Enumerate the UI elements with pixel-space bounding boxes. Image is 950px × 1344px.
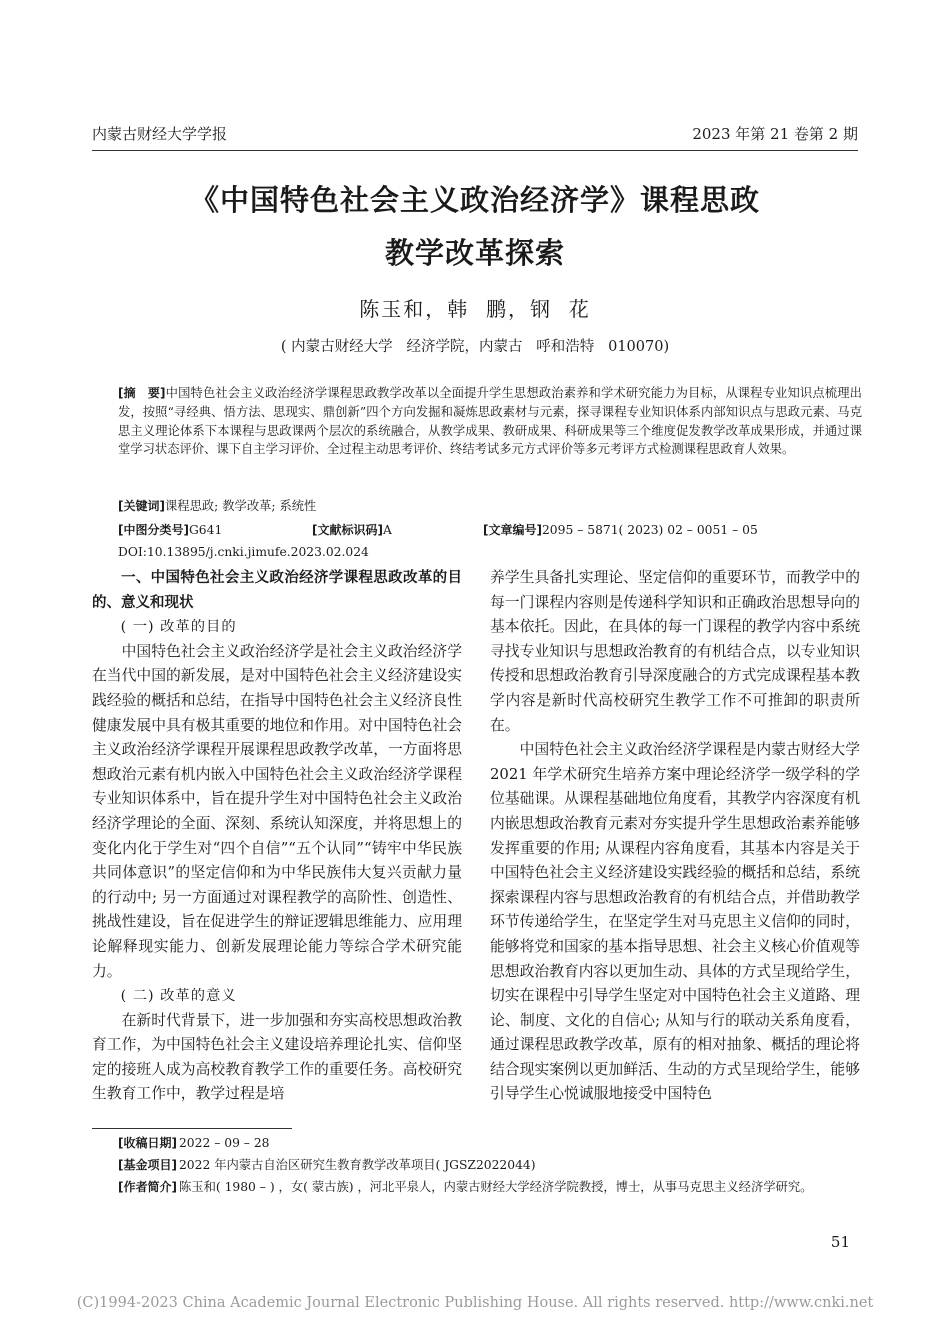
doc-code-value: A: [382, 523, 392, 537]
subsection-1-heading: ( 一) 改革的目的: [120, 619, 237, 636]
abstract: [118, 384, 862, 459]
fund-text: 2022 年内蒙古自治区研究生教育教学改革项目( JGSZ2022044): [178, 1158, 536, 1172]
header-rule: [92, 150, 858, 151]
keywords: [118, 497, 316, 515]
abstract-text: 中国特色社会主义政治经济学课程思政教学改革以全面提升学生思想政治素养和学术研究能力为目标，从课程专业知识点梳理出发，按照“寻经典、悟方法、思现实、鼎创新”四个方向发掘和凝炼思政素材与元素，探寻课程专业知识体系内部知识点与思政元素、马克思主义理论体系下本课程与思政课两个层次的系统融合，从教学成果、教研成果、科研成果等三个维度促发教学改革成果形成，并通过课堂学习状态评价、课下自主学习评价、全过程主动思考评价、终结考试多元方式评价等多元考评方式检测课程思政育人效果。: [118, 386, 862, 457]
footnote-fund: [118, 1156, 862, 1175]
doi: DOI:10.13895/j.cnki.jimufe.2023.02.024: [118, 545, 369, 559]
received-date: 2022 – 09 – 28: [178, 1136, 270, 1150]
clc-value: G641: [188, 523, 223, 537]
journal-name: 内蒙古财经大学学报: [92, 125, 228, 143]
paragraph: 养学生具备扎实理论、坚定信仰的重要环节，而教学中的每一门课程内容则是传递科学知识和正确政治思想导向的基本依托。因此，在具体的每一门课程的教学内容中系统寻找专业知识与思想政治教育的有机结合点，以专业知识传授和思想政治教育引导深度融合的方式完成课程基本教学内容是新时代高校研究生教学工作不可推卸的职责所在。: [490, 569, 860, 734]
keywords-label: [关键词]: [118, 499, 165, 513]
paragraph: 在新时代背景下，进一步加强和夯实高校思想政治教育工作，为中国特色社会主义建设培养理论扎实、信仰坚定的接班人成为高校教育教学工作的重要任务。高校研究生教育工作中，教学过程是培: [92, 1011, 462, 1103]
footnote-author: [118, 1178, 862, 1197]
article-number: [483, 521, 758, 539]
authors: 陈玉和，韩 鹏，钢 花: [359, 297, 591, 321]
copyright-notice: (C)1994-2023 China Academic Journal Electronic Publishing House. All rights reserved. http://www.cnki.net: [76, 1295, 874, 1311]
left-column: [92, 566, 462, 1107]
paragraph: 中国特色社会主义政治经济学课程是内蒙古财经大学 2021 年学术研究生培养方案中理论经济学一级学科的学位基础课。从课程基础地位角度看，其教学内容深度有机内嵌思想政治教育元素对夯实提升学生思想政治素养能够发挥重要的作用; 从课程内容角度看，其基本内容是关于中国特色社会主义经济建设实践经验的概括和总结，系统探索课程内容与思想政治教育的有机结合点，并借助教学环节传递给学生，在坚定学生对马克思主义信仰的同时，能够将党和国家的基本指导思想、社会主义核心价值观等思想政治教育内容以更加生动、具体的方式呈现给学生，切实在课程中引导学生坚定对中国特色社会主义道路、理论、制度、文化的自信心; 从知与行的联动关系角度看，通过课程思政教学改革，原有的相对抽象、概括的理论将结合现实案例以更加鲜活、生动的方式呈现给学生，能够引导学生心悦诚服地接受中国特色: [490, 741, 860, 1103]
author-bio-label: [作者简介]: [118, 1180, 177, 1194]
article-number-label: [文章编号]: [483, 523, 542, 537]
clc-label: [中图分类号]: [118, 523, 189, 537]
document-code: [312, 521, 392, 539]
clc-number: [118, 521, 222, 539]
subsection-2-heading: ( 二) 改革的意义: [120, 988, 237, 1005]
abstract-label: [摘 要]: [118, 386, 166, 400]
affiliation: ( 内蒙古财经大学 经济学院，内蒙古 呼和浩特 010070): [280, 339, 670, 355]
paper-title-line-2: 教学改革探索: [384, 236, 565, 270]
article-number-value: 2095 – 5871( 2023) 02 – 0051 – 05: [541, 523, 758, 537]
author-bio-text: 陈玉和( 1980 – ) ，女( 蒙古族) ，河北平泉人，内蒙古财经大学经济学院教授，博士，从事马克思主义经济学研究。: [178, 1180, 813, 1194]
fund-label: [基金项目]: [118, 1158, 177, 1172]
page-number: 51: [830, 1233, 850, 1251]
issue-info: 2023 年第 21 卷第 2 期: [692, 125, 858, 143]
paragraph: 中国特色社会主义政治经济学是社会主义政治经济学在当代中国的新发展，是对中国特色社会主义经济建设实践经验的概括和总结，在指导中国特色社会主义经济良性健康发展中具有极其重要的地位和作用。对中国特色社会主义政治经济学课程开展课程思政教学改革，一方面将思想政治元素有机内嵌入中国特色社会主义政治经济学课程专业知识体系中，旨在提升学生对中国特色社会主义政治经济学理论的全面、深刻、系统认知深度，并将思想上的变化内化于学生对“四个自信”“五个认同”“铸牢中华民族共同体意识”的坚定信仰和为中华民族伟大复兴贡献力量的行动中; 另一方面通过对课程教学的高阶性、创造性、挑战性建设，旨在促进学生的辩证逻辑思维能力、应用理论解释现实能力、创新发展理论能力等综合学术研究能力。: [92, 642, 462, 980]
section-1-heading: 一、中国特色社会主义政治经济学课程思政改革的目的、意义和现状: [92, 570, 462, 611]
received-label: [收稿日期]: [118, 1136, 177, 1150]
keywords-text: 课程思政; 教学改革; 系统性: [164, 499, 317, 513]
footnote-rule: [92, 1128, 292, 1129]
right-column: [490, 566, 860, 1107]
doc-code-label: [文献标识码]: [312, 523, 383, 537]
paper-title-line-1: 《中国特色社会主义政治经济学》课程思政: [189, 183, 760, 217]
footnote-received: [118, 1134, 862, 1153]
